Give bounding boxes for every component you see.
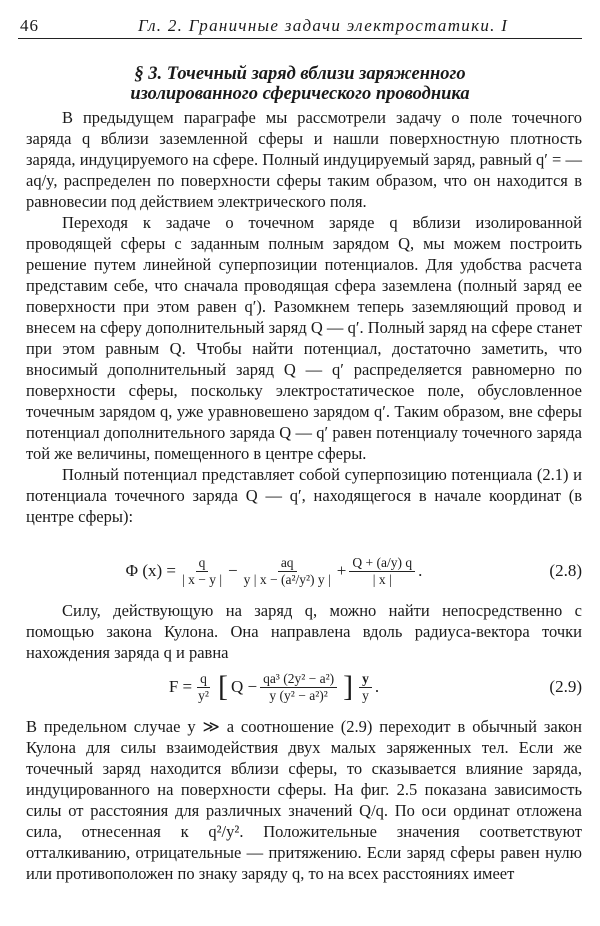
paragraph-3: Полный потенциал представляет собой суперпозицию потенциала (2.1) и потенциала точечного заряда Q — q′, находящегося в начале координат (в центре сферы): xyxy=(26,465,582,526)
eq-lhs: Φ (x) = xyxy=(125,561,177,580)
section-title-line-1: § 3. Точечный заряд вблизи заряженного xyxy=(134,64,466,84)
eq-tail: . xyxy=(374,677,380,696)
section-title-line-2: изолированного сферического проводника xyxy=(130,84,470,104)
eq-fraction xyxy=(349,555,415,588)
eq-denominator: y (y² − a²)² xyxy=(269,687,328,703)
eq-denominator: y² xyxy=(198,687,209,703)
text-block-2 xyxy=(26,600,582,663)
paragraph-1: В предыдущем параграфе мы рассмотрели задачу о поле точечного заряда q вблизи заземленной сферы и нашли поверхностную плотность заряда, индуцируемого на сфере. Полный индуцируемый заряд, равный q′ = — aq/y, распределен по поверхности сферы таким образом, что он находится в равновесии под действием электрического поля. xyxy=(26,108,582,211)
paragraph-2: Переходя к задаче о точечном заряде q вблизи изолированной проводящей сферы с заданным полным зарядом Q, мы можем построить решение путем линейной суперпозиции потенциалов. Для удобства расчета представим себе, что сначала проводящая сфера заземлена (полный заряд ее поверхности при этом равен q′). Разомкнем теперь заземляющий провод и внесем на сферу дополнительный заряд Q — q′. Полный заряд на сфере станет при этом равным Q. Чтобы найти потенциал, достаточно заметить, что вносимый дополнительный заряд Q — q′ распределяется равномерно по поверхности сферы, поскольку электростатическое поле, обусловленное точечным зарядом q, уже уравновешено зарядом q′. Таким образом, вне сферы потенциал дополнительного заряда Q — q′ равен потенциалу точечного заряда той же величины, помещенного в центре сферы. xyxy=(26,213,582,463)
equation-2-9-expression xyxy=(26,662,522,712)
eq-operator: + xyxy=(336,561,347,580)
running-head: Гл. 2. Граничные задачи электростатики. I xyxy=(138,16,509,35)
eq-denominator: y | x − (a²/y²) y | xyxy=(243,571,331,587)
eq-fraction xyxy=(241,555,334,588)
eq-operator: − xyxy=(228,561,238,580)
page-header xyxy=(18,14,582,39)
eq-numerator: q xyxy=(197,671,210,688)
paragraph-4: Силу, действующую на заряд q, можно найти непосредственно с помощью закона Кулона. Она направлена вдоль радиуса-вектора точки нахождения заряда q и равна xyxy=(26,601,582,662)
eq-numerator: y xyxy=(359,671,372,688)
eq-tail: . xyxy=(418,561,423,580)
eq-bracket-open: [ xyxy=(217,670,228,703)
eq-numerator: qa³ (2y² − a²) xyxy=(260,671,337,688)
eq-numerator: q xyxy=(196,555,209,572)
eq-fraction xyxy=(195,671,212,704)
page-number: 46 xyxy=(20,16,39,35)
eq-fraction xyxy=(260,671,337,704)
paragraph-5: В предельном случае y ≫ a соотношение (2.9) переходит в обычный закон Кулона для силы взаимодействия двух малых заряженных тел. Если же точечный заряд находится вблизи сферы, то сказывается влияние заряда, индуцированного на поверхности сферы. На фиг. 2.5 показана зависимость силы от расстояния для различных значений Q/q. По оси ординат отложена сила, отнесенная к q²/y². Положительные значения соответствуют отталкиванию, отрицательные — притяжению. Если заряд сферы равен нулю или противоположен по знаку заряду q, то на всех расстояниях имеет xyxy=(26,717,582,883)
eq-fraction xyxy=(179,555,225,588)
text-block-3 xyxy=(26,716,582,884)
eq-numerator: aq xyxy=(278,555,297,572)
text-block-1 xyxy=(26,107,582,527)
equation-number: (2.9) xyxy=(549,677,582,696)
eq-lhs: F = xyxy=(168,677,193,696)
eq-denominator: | x − y | xyxy=(182,571,223,587)
equation-number: (2.8) xyxy=(549,561,582,580)
eq-bracket-close: ] xyxy=(343,670,354,703)
eq-denominator: y xyxy=(362,687,369,703)
eq-numerator: Q + (a/y) q xyxy=(349,555,415,572)
eq-term-Q: Q − xyxy=(230,677,258,696)
eq-fraction xyxy=(359,671,372,704)
equation-2-8 xyxy=(26,546,582,596)
section-title xyxy=(0,64,600,104)
eq-denominator: | x | xyxy=(372,571,392,587)
equation-2-8-expression xyxy=(26,546,522,596)
equation-2-9 xyxy=(26,662,582,712)
